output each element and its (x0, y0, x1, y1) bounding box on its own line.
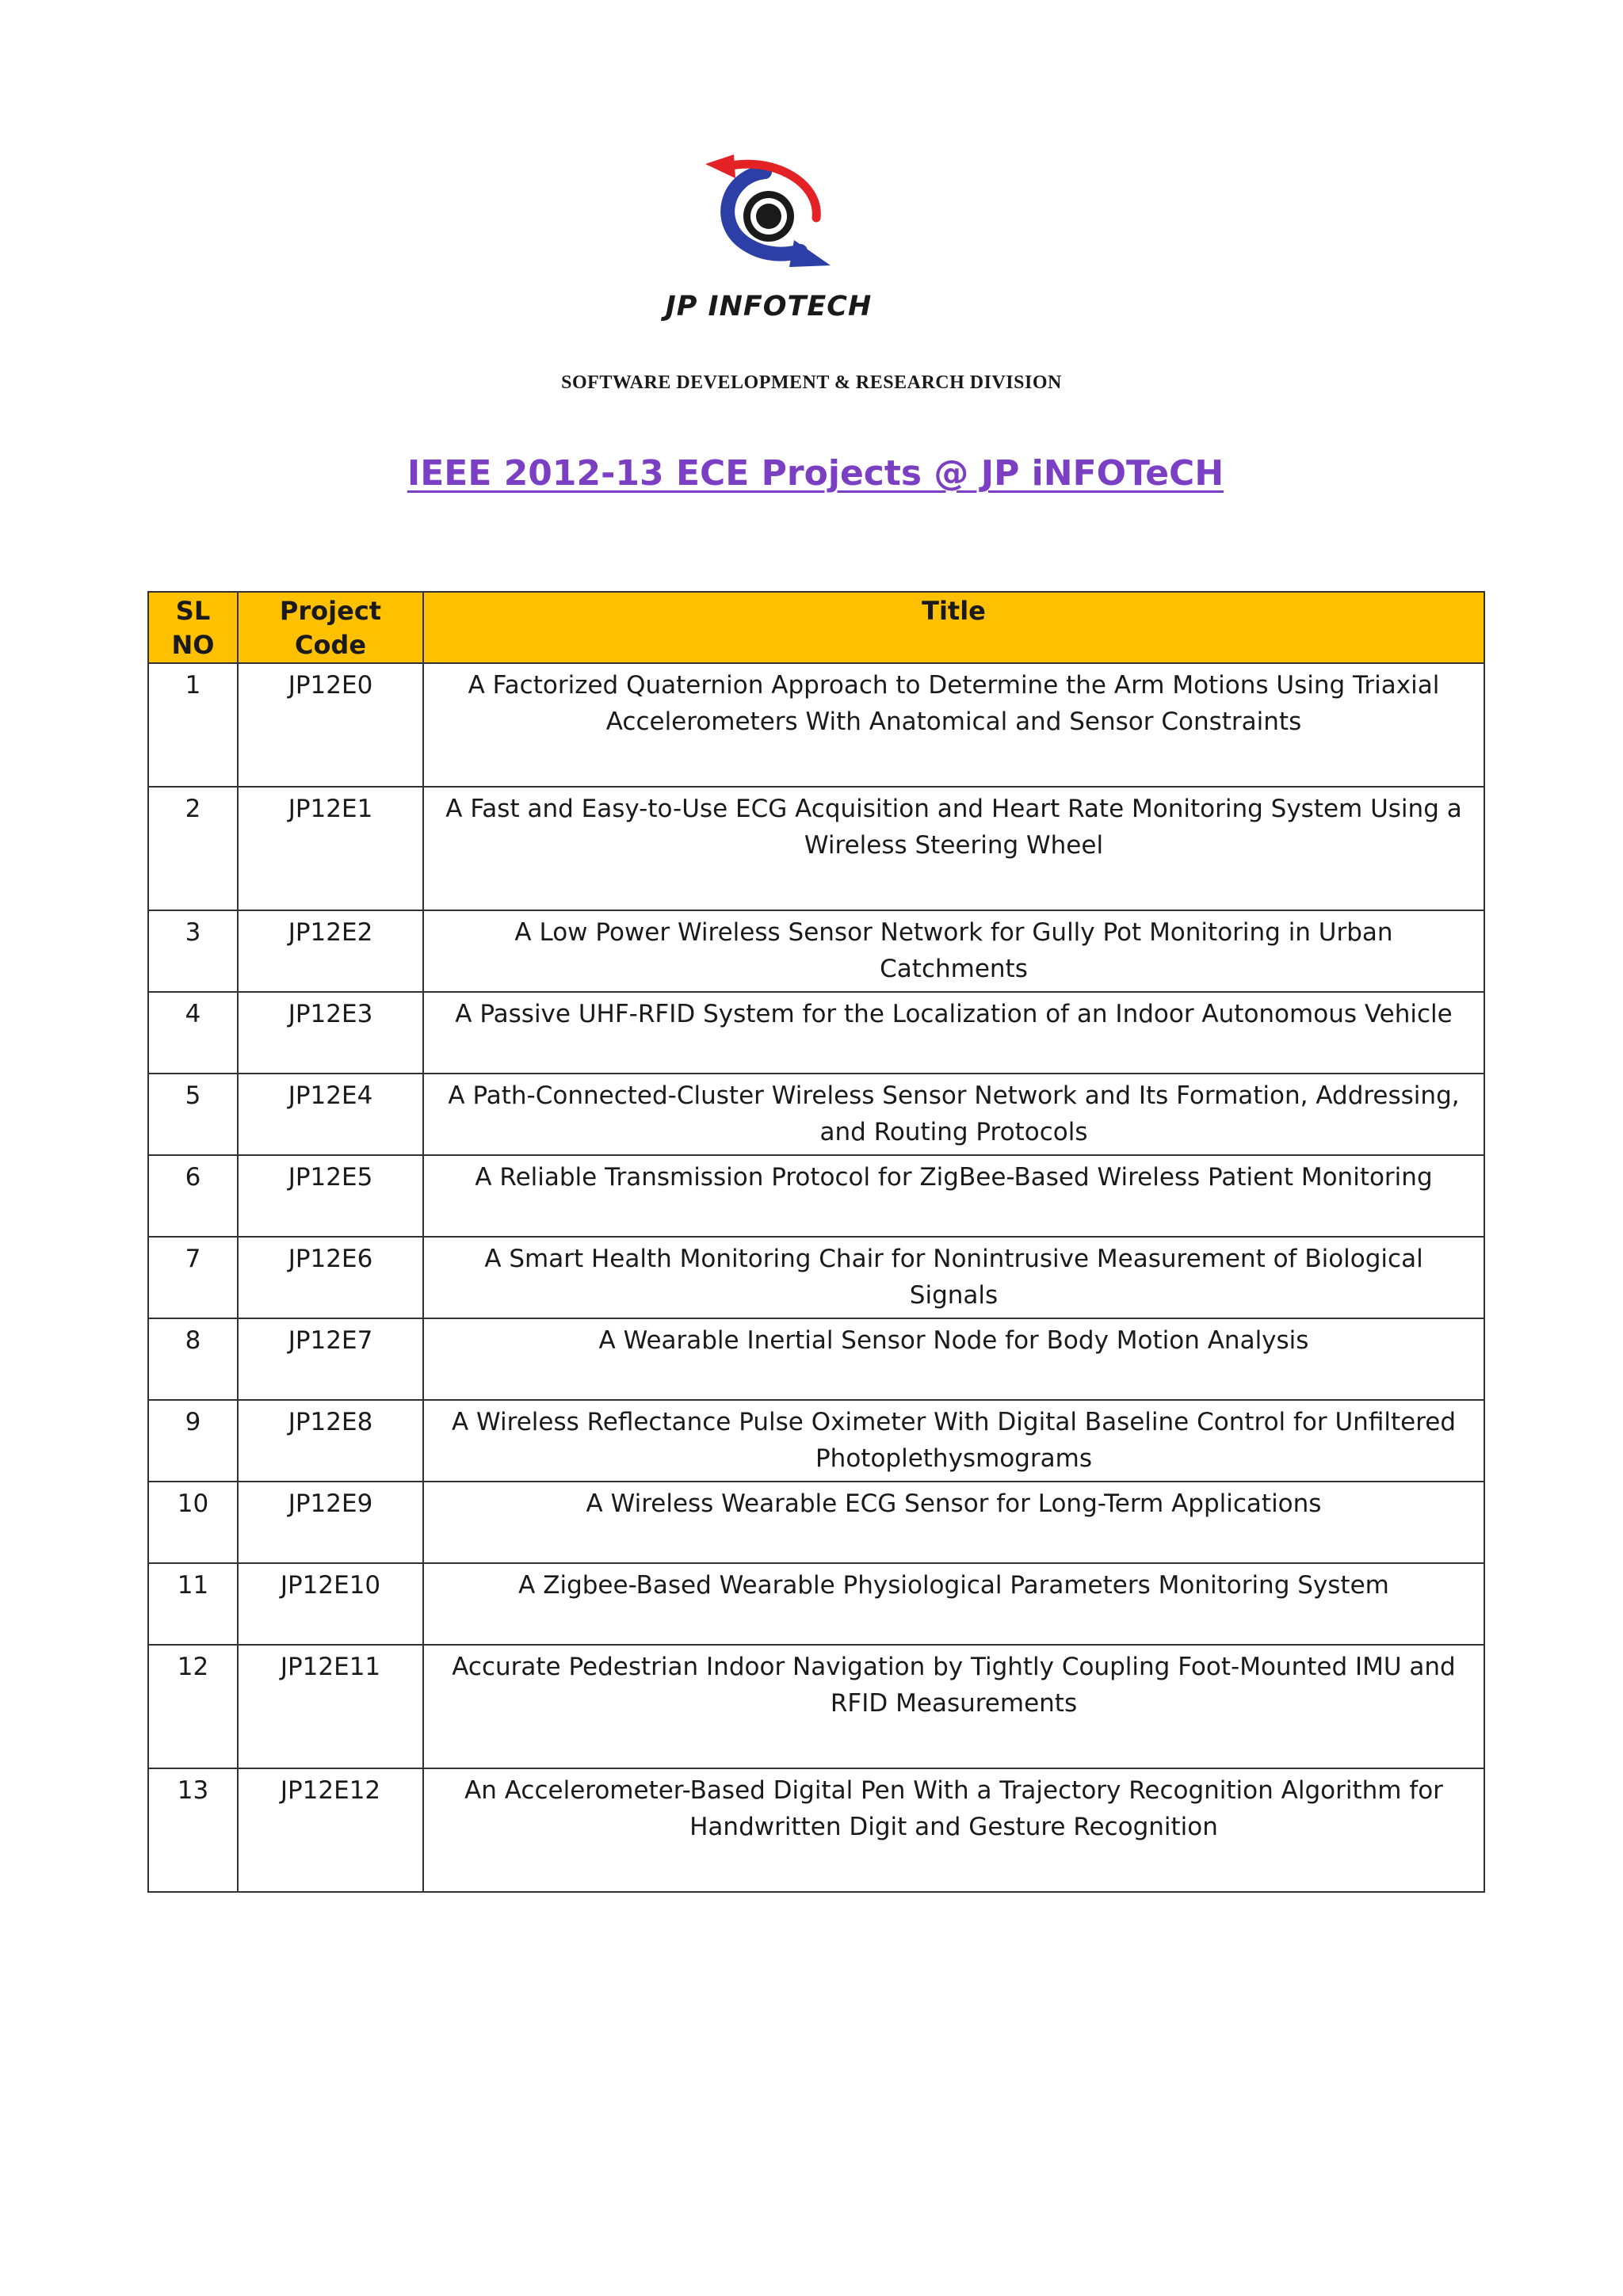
cell-project-code: JP12E3 (238, 992, 423, 1074)
table-row (148, 1318, 1484, 1400)
cell-sl-no: 8 (148, 1318, 238, 1400)
table-row (148, 992, 1484, 1074)
cell-project-code: JP12E10 (238, 1563, 423, 1645)
table-row (148, 663, 1484, 787)
cell-title: A Wireless Reflectance Pulse Oximeter With Digital Baseline Control for Unfiltered Photoplethysmograms (423, 1400, 1484, 1482)
cell-title: Accurate Pedestrian Indoor Navigation by Tightly Coupling Foot-Mounted IMU and RFID Measurements (423, 1645, 1484, 1768)
table-row (148, 1237, 1484, 1318)
table-row (148, 910, 1484, 992)
brand-logo (650, 154, 903, 337)
table-row (148, 1155, 1484, 1237)
header-sl-no: SL NO (148, 592, 238, 663)
cell-project-code: JP12E12 (238, 1768, 423, 1892)
brand-name: JP INFOTECH (665, 291, 873, 322)
table-row (148, 1645, 1484, 1768)
cell-sl-no: 2 (148, 787, 238, 910)
header-project-code: Project Code (238, 592, 423, 663)
cell-project-code: JP12E7 (238, 1318, 423, 1400)
cell-project-code: JP12E11 (238, 1645, 423, 1768)
cell-sl-no: 4 (148, 992, 238, 1074)
cell-title: A Path-Connected-Cluster Wireless Sensor Network and Its Formation, Addressing, and Routing Protocols (423, 1074, 1484, 1155)
cell-title: An Accelerometer-Based Digital Pen With a Trajectory Recognition Algorithm for Handwritten Digit and Gesture Recognition (423, 1768, 1484, 1892)
table-row (148, 1768, 1484, 1892)
cell-title: A Fast and Easy-to-Use ECG Acquisition and Heart Rate Monitoring System Using a Wireless Steering Wheel (423, 787, 1484, 910)
cell-sl-no: 10 (148, 1482, 238, 1563)
table-row (148, 1074, 1484, 1155)
cell-project-code: JP12E1 (238, 787, 423, 910)
table-row (148, 1563, 1484, 1645)
table-header-row (148, 592, 1484, 663)
cell-title: A Reliable Transmission Protocol for ZigBee-Based Wireless Patient Monitoring (423, 1155, 1484, 1237)
cell-sl-no: 13 (148, 1768, 238, 1892)
cell-project-code: JP12E5 (238, 1155, 423, 1237)
cell-sl-no: 5 (148, 1074, 238, 1155)
cell-project-code: JP12E2 (238, 910, 423, 992)
jp-infotech-logo-icon (689, 154, 848, 285)
division-heading: SOFTWARE DEVELOPMENT & RESEARCH DIVISION (561, 372, 1062, 393)
cell-project-code: JP12E8 (238, 1400, 423, 1482)
cell-title: A Passive UHF-RFID System for the Localization of an Indoor Autonomous Vehicle (423, 992, 1484, 1074)
cell-title: A Zigbee-Based Wearable Physiological Parameters Monitoring System (423, 1563, 1484, 1645)
cell-title: A Smart Health Monitoring Chair for Nonintrusive Measurement of Biological Signals (423, 1237, 1484, 1318)
projects-table (147, 591, 1485, 1893)
header-title: Title (423, 592, 1484, 663)
page-title[interactable]: IEEE 2012-13 ECE Projects @ JP iNFOTeCH (407, 453, 1224, 494)
cell-sl-no: 9 (148, 1400, 238, 1482)
cell-sl-no: 1 (148, 663, 238, 787)
cell-project-code: JP12E0 (238, 663, 423, 787)
cell-sl-no: 12 (148, 1645, 238, 1768)
cell-title: A Low Power Wireless Sensor Network for Gully Pot Monitoring in Urban Catchments (423, 910, 1484, 992)
cell-project-code: JP12E9 (238, 1482, 423, 1563)
table-row (148, 1482, 1484, 1563)
cell-project-code: JP12E4 (238, 1074, 423, 1155)
table-row (148, 1400, 1484, 1482)
cell-project-code: JP12E6 (238, 1237, 423, 1318)
cell-sl-no: 11 (148, 1563, 238, 1645)
cell-title: A Wearable Inertial Sensor Node for Body Motion Analysis (423, 1318, 1484, 1400)
cell-sl-no: 6 (148, 1155, 238, 1237)
cell-sl-no: 3 (148, 910, 238, 992)
cell-title: A Factorized Quaternion Approach to Determine the Arm Motions Using Triaxial Accelerometers With Anatomical and Sensor Constraints (423, 663, 1484, 787)
cell-title: A Wireless Wearable ECG Sensor for Long-Term Applications (423, 1482, 1484, 1563)
cell-sl-no: 7 (148, 1237, 238, 1318)
table-row (148, 787, 1484, 910)
